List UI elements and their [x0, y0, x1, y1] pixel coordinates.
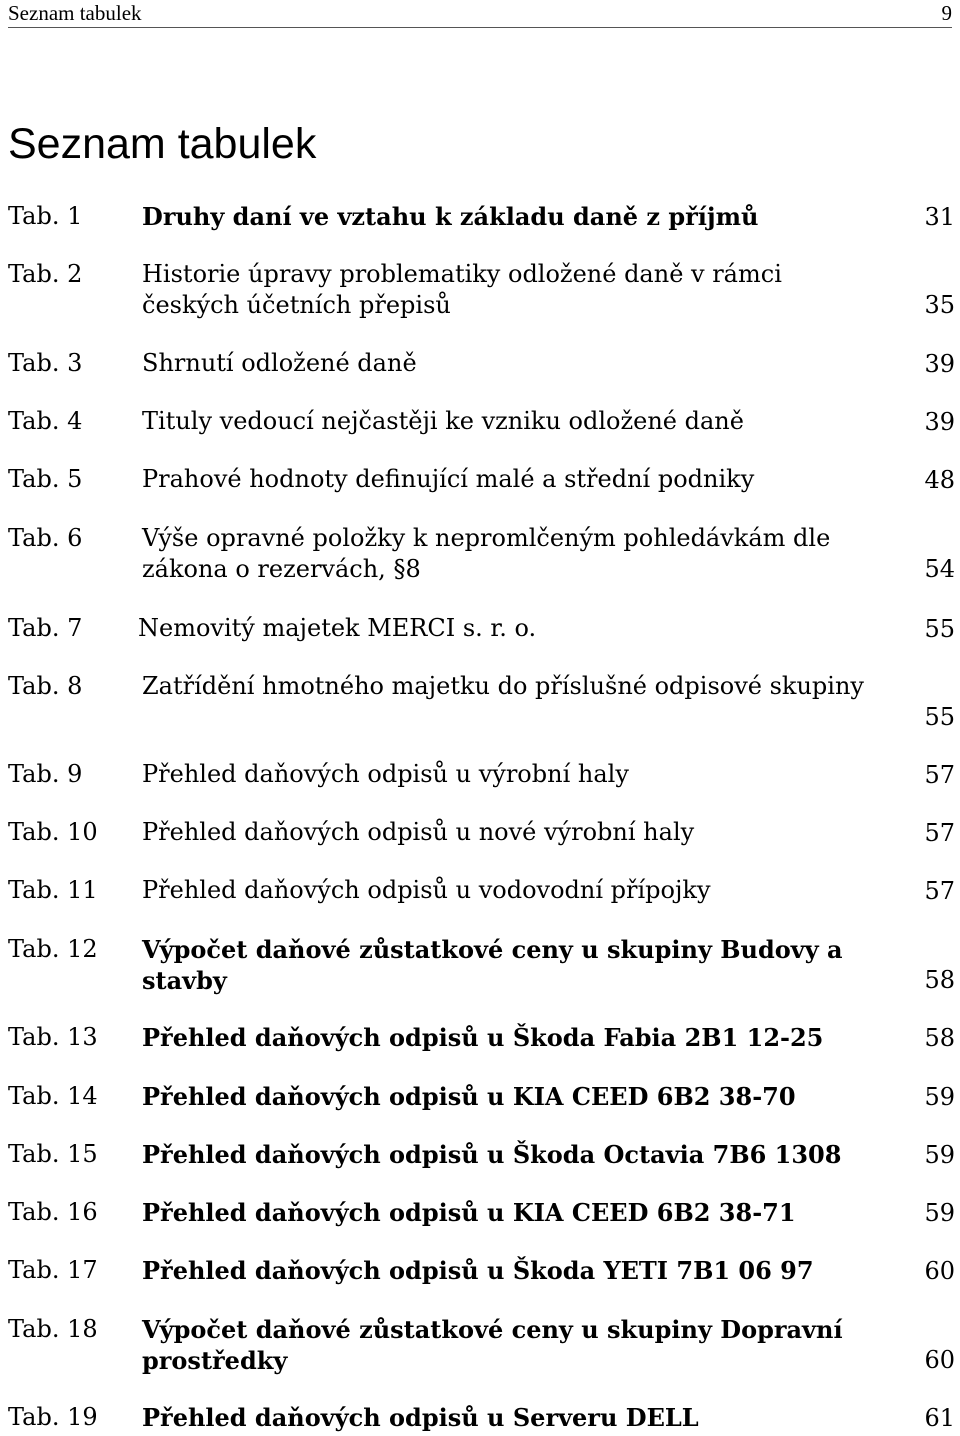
table-title: Přehled daňových odpisů u KIA CEED 6B2 38-71 — [142, 1198, 796, 1227]
table-title: Přehled daňových odpisů u Škoda Fabia 2B1 12-25 — [142, 1023, 824, 1052]
table-number: Tab. 19 — [8, 1403, 98, 1431]
table-title: Shrnutí odložené daně — [142, 349, 417, 377]
table-title: Výpočet daňové zůstatkové ceny u skupiny Budovy a stavby — [142, 935, 843, 995]
table-title: Přehled daňových odpisů u Serveru DELL — [142, 1403, 699, 1432]
page-number: 59 — [924, 1199, 955, 1227]
page-number: 39 — [924, 350, 955, 378]
page-number: 57 — [924, 819, 955, 847]
table-number: Tab. 6 — [8, 524, 83, 552]
table-number: Tab. 10 — [8, 818, 98, 846]
page-number: 31 — [924, 203, 955, 231]
page-number: 39 — [924, 408, 955, 436]
table-number: Tab. 17 — [8, 1256, 98, 1284]
table-number: Tab. 18 — [8, 1315, 98, 1343]
table-title: Přehled daňových odpisů u výrobní haly — [142, 760, 629, 788]
page-number: 54 — [924, 555, 955, 583]
table-title: Historie úpravy problematiky odložené daně v rámci českých účetních přepisů — [142, 260, 782, 319]
table-title: Tituly vedoucí nejčastěji ke vzniku odložené daně — [142, 407, 744, 435]
table-title: Prahové hodnoty definující malé a střední podniky — [142, 465, 755, 493]
page-number: 55 — [924, 615, 955, 643]
table-number: Tab. 5 — [8, 465, 83, 493]
page-number: 57 — [924, 761, 955, 789]
page-number: 61 — [924, 1404, 955, 1432]
table-number: Tab. 14 — [8, 1082, 98, 1110]
table-number: Tab. 15 — [8, 1140, 98, 1168]
table-title: Přehled daňových odpisů u nové výrobní haly — [142, 818, 695, 846]
table-number: Tab. 3 — [8, 349, 83, 377]
page-number: 55 — [924, 703, 955, 731]
table-number: Tab. 13 — [8, 1023, 98, 1051]
table-number: Tab. 1 — [8, 202, 83, 230]
table-title: Přehled daňových odpisů u KIA CEED 6B2 38-70 — [142, 1082, 796, 1111]
page-number: 59 — [924, 1083, 955, 1111]
table-number: Tab. 11 — [8, 876, 98, 904]
table-title: Výše opravné položky k nepromlčeným pohledávkám dle zákona o rezervách, §8 — [142, 524, 831, 583]
table-number: Tab. 8 — [8, 672, 83, 700]
running-header-page-number: 9 — [941, 1, 952, 25]
table-number: Tab. 4 — [8, 407, 83, 435]
page-number: 60 — [924, 1346, 955, 1374]
table-title: Zatřídění hmotného majetku do příslušné odpisové skupiny — [142, 672, 864, 700]
page-number: 57 — [924, 877, 955, 905]
page-title: Seznam tabulek — [8, 120, 317, 168]
table-number: Tab. 16 — [8, 1198, 98, 1226]
page-number: 60 — [924, 1257, 955, 1285]
running-header — [8, 0, 952, 28]
table-title: Druhy daní ve vztahu k základu daně z příjmů — [142, 202, 759, 231]
table-number: Tab. 2 — [8, 260, 83, 288]
table-title: Přehled daňových odpisů u Škoda Octavia 7B6 1308 — [142, 1140, 842, 1169]
page-number: 48 — [924, 466, 955, 494]
table-number: Tab. 9 — [8, 760, 83, 788]
page-number: 58 — [924, 966, 955, 994]
table-number: Tab. 12 — [8, 935, 98, 963]
table-title: Výpočet daňové zůstatkové ceny u skupiny Dopravní prostředky — [142, 1315, 843, 1375]
page-number: 58 — [924, 1024, 955, 1052]
table-title: Přehled daňových odpisů u Škoda YETI 7B1 06 97 — [142, 1256, 814, 1285]
table-number: Tab. 7 — [8, 614, 83, 642]
page-number: 59 — [924, 1141, 955, 1169]
table-title: Přehled daňových odpisů u vodovodní přípojky — [142, 876, 711, 904]
page-number: 35 — [924, 291, 955, 319]
table-title: Nemovitý majetek MERCI s. r. o. — [138, 614, 537, 642]
running-header-title: Seznam tabulek — [8, 1, 142, 25]
